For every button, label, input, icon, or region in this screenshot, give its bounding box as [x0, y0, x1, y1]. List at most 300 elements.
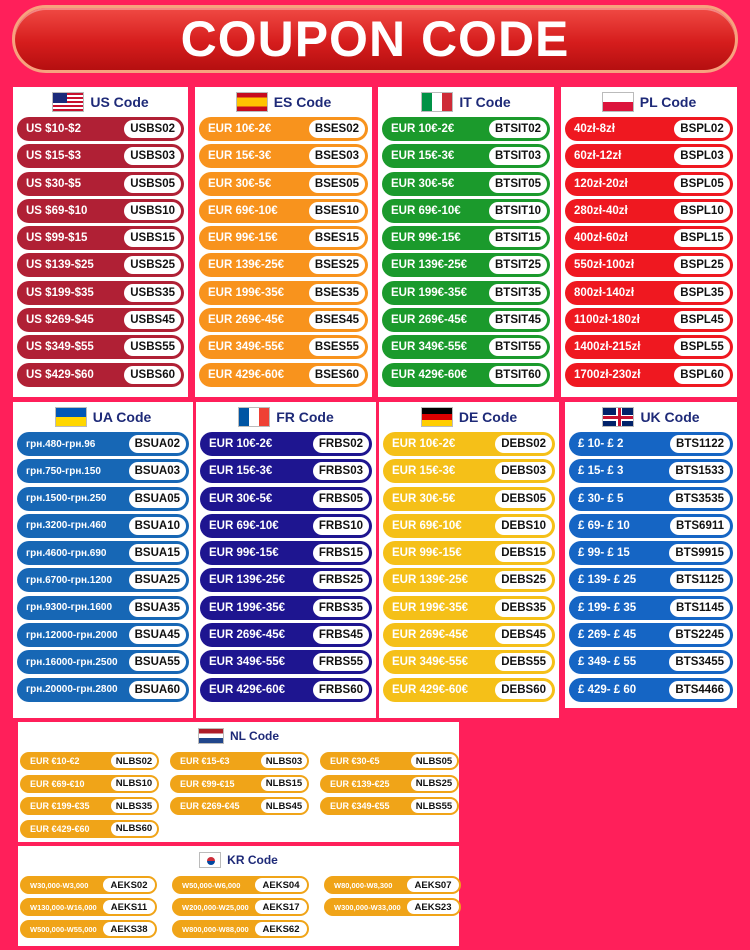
coupon-row — [17, 172, 184, 196]
coupon-code[interactable]: DEBS45 — [495, 626, 552, 644]
coupon-row — [569, 596, 733, 620]
coupon-code[interactable]: BTS3455 — [669, 653, 730, 671]
ua-code-panel — [13, 402, 193, 718]
coupon-row — [320, 797, 459, 815]
coupon-code[interactable]: DEBS25 — [495, 571, 552, 589]
coupon-code[interactable]: BSES10 — [309, 202, 365, 220]
coupon-range: W300,000-W33,000 — [334, 902, 401, 912]
coupon-row — [200, 568, 372, 592]
coupon-range: EUR 99€-15€ — [209, 547, 279, 560]
coupon-row — [383, 487, 555, 511]
coupon-range: 400zł-60zł — [574, 232, 628, 245]
uk-code-panel — [565, 402, 737, 708]
coupon-row — [17, 459, 189, 483]
coupon-code[interactable]: FRBS15 — [313, 544, 369, 562]
coupon-code[interactable]: BTS9915 — [669, 544, 730, 562]
coupon-code[interactable]: AEKS11 — [103, 900, 155, 914]
coupon-range: 1400zł-215zł — [574, 341, 641, 354]
coupon-range: 1700zł-230zł — [574, 368, 641, 381]
coupon-code[interactable]: NLBS25 — [411, 777, 457, 791]
coupon-code[interactable]: DEBS02 — [495, 435, 552, 453]
coupon-code[interactable]: BTSIT55 — [489, 338, 547, 356]
coupon-range: W80,000-W8,300 — [334, 880, 393, 890]
coupon-row — [382, 335, 550, 359]
coupon-row — [383, 459, 555, 483]
coupon-row — [17, 514, 189, 538]
coupon-row — [382, 199, 550, 223]
coupon-range: W200,000-W25,000 — [182, 902, 249, 912]
coupon-range: US $199-$35 — [26, 286, 94, 299]
es-code-title: ES Code — [273, 94, 332, 110]
coupon-row — [199, 199, 368, 223]
kr-code-panel — [18, 846, 459, 946]
coupon-row — [199, 117, 368, 141]
coupon-row — [382, 363, 550, 387]
coupon-row — [17, 117, 184, 141]
coupon-row — [383, 568, 555, 592]
coupon-row — [320, 775, 459, 793]
de-code-panel — [379, 402, 559, 718]
coupon-row — [20, 752, 159, 770]
coupon-range: EUR €139-€25 — [330, 778, 390, 789]
coupon-row — [565, 281, 733, 305]
coupon-range: US $349-$55 — [26, 341, 94, 354]
coupon-range: £ 199- £ 35 — [578, 601, 637, 614]
coupon-range: US $69-$10 — [26, 204, 88, 217]
uk-code-title: UK Code — [640, 409, 700, 425]
coupon-code[interactable]: BSES02 — [309, 120, 365, 138]
coupon-row — [565, 363, 733, 387]
coupon-range: EUR 349€-55€ — [208, 341, 285, 354]
coupon-range: EUR 30€-5€ — [208, 177, 272, 190]
coupon-code[interactable]: BTS1125 — [670, 571, 730, 589]
coupon-code[interactable]: BTS1122 — [670, 435, 730, 453]
coupon-code[interactable]: BSUA02 — [129, 435, 186, 453]
banner-title: COUPON CODE — [180, 11, 570, 67]
coupon-code[interactable]: USBS55 — [124, 338, 181, 356]
coupon-code[interactable]: BTSIT03 — [489, 147, 547, 165]
coupon-row — [569, 459, 733, 483]
coupon-row — [172, 920, 309, 938]
coupon-row — [383, 678, 555, 702]
coupon-code[interactable]: BSPL03 — [674, 147, 730, 165]
coupon-code[interactable]: BSES60 — [309, 366, 365, 384]
coupon-row — [565, 144, 733, 168]
coupon-code[interactable]: FRBS05 — [313, 490, 369, 508]
coupon-code[interactable]: BSPL05 — [674, 175, 730, 193]
coupon-range: 280zł-40zł — [574, 204, 628, 217]
coupon-row — [17, 596, 189, 620]
coupon-row — [569, 568, 733, 592]
coupon-row — [382, 117, 550, 141]
coupon-range: £ 15- £ 3 — [578, 465, 624, 478]
uk-rows — [565, 432, 737, 702]
coupon-range: EUR €429-€60 — [30, 823, 90, 834]
coupon-row — [199, 335, 368, 359]
coupon-code[interactable]: BSES25 — [309, 256, 365, 274]
coupon-code[interactable]: NLBS55 — [411, 799, 457, 813]
coupon-row — [17, 199, 184, 223]
coupon-code[interactable]: BSPL25 — [674, 256, 730, 274]
coupon-range: W800,000-W88,000 — [182, 924, 249, 934]
nl-flag-icon — [198, 728, 224, 744]
coupon-row — [170, 797, 309, 815]
coupon-row — [17, 281, 184, 305]
coupon-row — [382, 253, 550, 277]
pl-code-panel — [561, 87, 737, 397]
coupon-code[interactable]: BTS6911 — [670, 517, 730, 535]
coupon-range: EUR 69€-10€ — [391, 204, 461, 217]
coupon-range: EUR €15-€3 — [180, 756, 230, 766]
coupon-range: грн.12000-грн.2000 — [26, 629, 118, 641]
coupon-code[interactable]: NLBS45 — [261, 799, 307, 813]
coupon-row — [200, 678, 372, 702]
coupon-range: EUR €199-€35 — [30, 801, 90, 811]
coupon-row — [565, 172, 733, 196]
coupon-row — [200, 623, 372, 647]
nl-code-panel — [18, 722, 459, 842]
coupon-code[interactable]: BSES55 — [309, 338, 365, 356]
coupon-row — [172, 876, 309, 894]
coupon-code[interactable]: AEKS38 — [103, 922, 155, 936]
coupon-code[interactable]: BSPL02 — [674, 120, 730, 138]
coupon-code[interactable]: BSUA25 — [129, 571, 186, 589]
coupon-row — [569, 623, 733, 647]
coupon-code[interactable]: BSUA05 — [129, 490, 186, 508]
coupon-code[interactable]: FRBS55 — [313, 653, 369, 671]
coupon-row — [383, 514, 555, 538]
coupon-range: US $99-$15 — [26, 232, 88, 245]
coupon-code[interactable]: BSUA45 — [129, 626, 186, 644]
coupon-range: EUR 30€-5€ — [392, 492, 456, 505]
coupon-range: £ 139- £ 25 — [578, 574, 637, 587]
coupon-code[interactable]: AEKS02 — [103, 878, 155, 892]
coupon-range: грн.16000-грн.2500 — [26, 656, 118, 668]
coupon-range: EUR 429€-60€ — [208, 368, 285, 381]
coupon-range: EUR 349€-55€ — [392, 656, 469, 669]
coupon-row — [324, 876, 461, 894]
ua-rows — [13, 432, 193, 702]
coupon-code[interactable]: DEBS35 — [495, 599, 552, 617]
coupon-code[interactable]: BSUA15 — [129, 544, 186, 562]
pl-rows — [561, 117, 737, 387]
coupon-code[interactable]: BSUA03 — [129, 462, 186, 480]
coupon-code[interactable]: BSUA35 — [129, 599, 186, 617]
coupon-range: EUR 10€-2€ — [392, 438, 456, 450]
coupon-code[interactable]: USBS05 — [124, 175, 181, 193]
coupon-code[interactable]: FRBS25 — [313, 571, 369, 589]
coupon-row — [199, 308, 368, 332]
coupon-code[interactable]: AEKS23 — [407, 900, 459, 914]
coupon-code[interactable]: BTSIT15 — [489, 229, 547, 247]
coupon-range: грн.750-грн.150 — [26, 465, 101, 477]
coupon-code[interactable]: NLBS05 — [411, 754, 457, 768]
coupon-code[interactable]: BTS1145 — [670, 599, 730, 617]
coupon-range: EUR 199€-35€ — [208, 286, 285, 299]
coupon-code[interactable]: BTS4466 — [669, 681, 730, 699]
it-rows — [378, 117, 554, 387]
coupon-code[interactable]: USBS15 — [124, 229, 181, 247]
coupon-row — [17, 226, 184, 250]
coupon-code[interactable]: NLBS10 — [111, 777, 157, 791]
coupon-range: EUR 349€-55€ — [209, 656, 286, 669]
coupon-range: 800zł-140zł — [574, 286, 635, 299]
coupon-row — [200, 487, 372, 511]
nl-code-title: NL Code — [229, 729, 280, 743]
coupon-range: грн.6700-грн.1200 — [26, 574, 113, 586]
coupon-code[interactable]: BSUA10 — [129, 517, 186, 535]
coupon-row — [17, 568, 189, 592]
coupon-row — [569, 432, 733, 456]
coupon-code[interactable]: BSPL15 — [674, 229, 730, 247]
coupon-range: 60zł-12zł — [574, 150, 622, 163]
coupon-range: W500,000-W55,000 — [30, 924, 97, 934]
fr-code-title: FR Code — [276, 409, 334, 425]
it-flag-icon — [421, 92, 453, 112]
coupon-code[interactable]: NLBS02 — [111, 754, 157, 768]
coupon-code[interactable]: AEKS62 — [255, 922, 307, 936]
coupon-row — [20, 820, 159, 838]
kr-flag-icon — [199, 852, 221, 868]
coupon-code[interactable]: BSES05 — [309, 175, 365, 193]
coupon-range: EUR 10€-2€ — [391, 123, 455, 135]
coupon-row — [17, 253, 184, 277]
coupon-code[interactable]: BSES35 — [309, 284, 365, 302]
coupon-code[interactable]: BTSIT60 — [489, 366, 547, 384]
coupon-code[interactable]: DEBS55 — [495, 653, 552, 671]
coupon-code[interactable]: NLBS03 — [261, 754, 307, 768]
us-rows — [13, 117, 188, 387]
coupon-range: грн.480-грн.96 — [26, 438, 96, 450]
coupon-range: EUR 349€-55€ — [391, 341, 468, 354]
coupon-row — [199, 363, 368, 387]
coupon-code[interactable]: USBS03 — [124, 147, 181, 165]
coupon-code[interactable]: DEBS05 — [495, 490, 552, 508]
coupon-range: EUR 15€-3€ — [208, 150, 272, 163]
es-code-panel — [195, 87, 372, 397]
coupon-code[interactable]: BSES03 — [309, 147, 365, 165]
coupon-range: EUR 99€-15€ — [208, 232, 278, 245]
coupon-row — [383, 541, 555, 565]
coupon-row — [17, 650, 189, 674]
coupon-range: EUR 139€-25€ — [208, 259, 285, 272]
ua-flag-icon — [55, 407, 87, 427]
coupon-range: EUR 199€-35€ — [209, 601, 286, 614]
coupon-range: EUR 199€-35€ — [392, 601, 469, 614]
coupon-row — [200, 596, 372, 620]
coupon-row — [199, 281, 368, 305]
coupon-code[interactable]: BTS3535 — [669, 490, 730, 508]
coupon-code[interactable]: NLBS35 — [111, 799, 157, 813]
coupon-range: грн.3200-грн.460 — [26, 520, 107, 532]
coupon-range: EUR 269€-45€ — [209, 629, 286, 642]
coupon-code[interactable]: FRBS02 — [313, 435, 369, 453]
coupon-range: EUR 429€-60€ — [392, 683, 469, 696]
uk-flag-icon — [602, 407, 634, 427]
coupon-row — [20, 898, 157, 916]
coupon-row — [17, 363, 184, 387]
coupon-range: EUR 15€-3€ — [209, 465, 273, 478]
coupon-code[interactable]: BTSIT25 — [489, 256, 547, 274]
coupon-code[interactable]: BTSIT05 — [489, 175, 547, 193]
fr-rows — [196, 432, 376, 702]
ua-code-title: UA Code — [92, 409, 152, 425]
coupon-range: US $269-$45 — [26, 314, 94, 327]
coupon-code[interactable]: AEKS07 — [407, 878, 459, 892]
coupon-range: US $10-$2 — [26, 123, 81, 135]
coupon-row — [569, 541, 733, 565]
coupon-row — [17, 541, 189, 565]
coupon-row — [172, 898, 309, 916]
coupon-code[interactable]: USBS10 — [124, 202, 181, 220]
coupon-row — [569, 678, 733, 702]
coupon-range: EUR 429€-60€ — [209, 683, 286, 696]
coupon-row — [199, 172, 368, 196]
coupon-row — [383, 432, 555, 456]
coupon-range: 550zł-100zł — [574, 259, 635, 272]
coupon-range: 1100zł-180zł — [574, 314, 640, 327]
coupon-code[interactable]: NLBS15 — [261, 777, 307, 791]
coupon-range: EUR €10-€2 — [30, 756, 80, 766]
coupon-row — [565, 308, 733, 332]
es-rows — [195, 117, 372, 387]
coupon-code[interactable]: BTSIT45 — [489, 311, 547, 329]
coupon-range: EUR 269€-45€ — [208, 314, 285, 327]
coupon-code[interactable]: FRBS03 — [313, 462, 369, 480]
coupon-code[interactable]: BSPL55 — [674, 338, 730, 356]
coupon-range: EUR 10€-2€ — [209, 438, 273, 450]
coupon-row — [324, 898, 461, 916]
coupon-range: EUR 429€-60€ — [391, 368, 468, 381]
coupon-row — [200, 459, 372, 483]
coupon-row — [17, 144, 184, 168]
coupon-range: EUR 269€-45€ — [391, 314, 468, 327]
coupon-code[interactable]: DEBS03 — [495, 462, 552, 480]
coupon-range: 120zł-20zł — [574, 177, 628, 190]
coupon-code[interactable]: AEKS17 — [255, 900, 307, 914]
coupon-range: EUR 69€-10€ — [392, 519, 462, 532]
coupon-range: 40zł-8zł — [574, 123, 615, 135]
coupon-row — [565, 226, 733, 250]
coupon-range: EUR 15€-3€ — [391, 150, 455, 163]
coupon-range: EUR 139€-25€ — [391, 259, 468, 272]
coupon-range: грн.4600-грн.690 — [26, 547, 107, 559]
coupon-code[interactable]: FRBS60 — [313, 681, 369, 699]
coupon-row — [565, 335, 733, 359]
coupon-range: EUR €269-€45 — [180, 801, 240, 811]
coupon-row — [199, 253, 368, 277]
coupon-row — [569, 487, 733, 511]
coupon-range: EUR 10€-2€ — [208, 123, 272, 135]
coupon-row — [17, 335, 184, 359]
coupon-code[interactable]: FRBS45 — [313, 626, 369, 644]
coupon-range: EUR €349-€55 — [330, 801, 390, 811]
coupon-range: EUR €99-€15 — [180, 778, 235, 789]
coupon-range: EUR 99€-15€ — [391, 232, 461, 245]
coupon-range: W50,000-W6,000 — [182, 880, 241, 890]
it-code-panel — [378, 87, 554, 397]
coupon-range: EUR 69€-10€ — [209, 519, 279, 532]
coupon-range: EUR €69-€10 — [30, 778, 85, 789]
coupon-code[interactable]: BSUA55 — [129, 653, 186, 671]
pl-flag-icon — [602, 92, 634, 112]
coupon-range: W30,000-W3,000 — [30, 880, 89, 890]
coupon-code[interactable]: DEBS15 — [495, 544, 552, 562]
coupon-row — [17, 308, 184, 332]
coupon-code[interactable]: USBS45 — [124, 311, 181, 329]
coupon-code[interactable]: BSPL10 — [674, 202, 730, 220]
coupon-code[interactable]: FRBS10 — [313, 517, 369, 535]
coupon-row — [565, 253, 733, 277]
coupon-range: EUR €30-€5 — [330, 756, 380, 766]
coupon-code[interactable]: BSES15 — [309, 229, 365, 247]
coupon-range: US $15-$3 — [26, 150, 81, 163]
coupon-code[interactable]: BTSIT02 — [489, 120, 547, 138]
coupon-row — [382, 308, 550, 332]
coupon-code[interactable]: USBS60 — [124, 366, 181, 384]
de-rows — [379, 432, 559, 702]
coupon-range: £ 349- £ 55 — [578, 656, 637, 669]
coupon-range: EUR 139€-25€ — [209, 574, 286, 587]
coupon-code[interactable]: BSPL35 — [674, 284, 730, 302]
coupon-row — [170, 775, 309, 793]
coupon-row — [383, 596, 555, 620]
coupon-range: US $139-$25 — [26, 259, 94, 272]
coupon-range: £ 30- £ 5 — [578, 492, 624, 505]
coupon-row — [200, 432, 372, 456]
coupon-row — [382, 281, 550, 305]
coupon-row — [382, 144, 550, 168]
coupon-code[interactable]: AEKS04 — [255, 878, 307, 892]
coupon-code[interactable]: BSES45 — [309, 311, 365, 329]
de-code-title: DE Code — [458, 409, 518, 425]
coupon-code[interactable]: FRBS35 — [313, 599, 369, 617]
coupon-code[interactable]: USBS02 — [124, 120, 181, 138]
coupon-range: £ 429- £ 60 — [578, 683, 637, 696]
coupon-code[interactable]: BTSIT10 — [489, 202, 547, 220]
coupon-row — [20, 920, 157, 938]
coupon-code[interactable]: DEBS10 — [495, 517, 552, 535]
coupon-code[interactable]: DEBS60 — [495, 681, 552, 699]
coupon-row — [383, 623, 555, 647]
coupon-code[interactable]: BSPL45 — [674, 311, 730, 329]
coupon-range: EUR 15€-3€ — [392, 465, 456, 478]
coupon-row — [17, 623, 189, 647]
coupon-row — [200, 514, 372, 538]
coupon-row — [20, 876, 157, 894]
coupon-code[interactable]: NLBS60 — [111, 822, 157, 836]
coupon-code[interactable]: BSPL60 — [674, 366, 730, 384]
coupon-code[interactable]: BSUA60 — [129, 681, 186, 699]
coupon-range: EUR 69€-10€ — [208, 204, 278, 217]
coupon-code-banner — [12, 5, 738, 73]
coupon-range: грн.20000-грн.2800 — [26, 684, 118, 696]
coupon-row — [20, 797, 159, 815]
coupon-code[interactable]: BTSIT35 — [489, 284, 547, 302]
it-code-title: IT Code — [459, 94, 511, 110]
coupon-code[interactable]: BTS2245 — [669, 626, 730, 644]
coupon-range: £ 269- £ 45 — [578, 629, 637, 642]
coupon-row — [200, 541, 372, 565]
coupon-row — [17, 432, 189, 456]
coupon-range: EUR 99€-15€ — [392, 547, 462, 560]
coupon-code[interactable]: BTS1533 — [669, 462, 730, 480]
coupon-range: US $30-$5 — [26, 177, 81, 190]
coupon-range: EUR 199€-35€ — [391, 286, 468, 299]
coupon-row — [200, 650, 372, 674]
coupon-code[interactable]: USBS35 — [124, 284, 181, 302]
coupon-code[interactable]: USBS25 — [124, 256, 181, 274]
